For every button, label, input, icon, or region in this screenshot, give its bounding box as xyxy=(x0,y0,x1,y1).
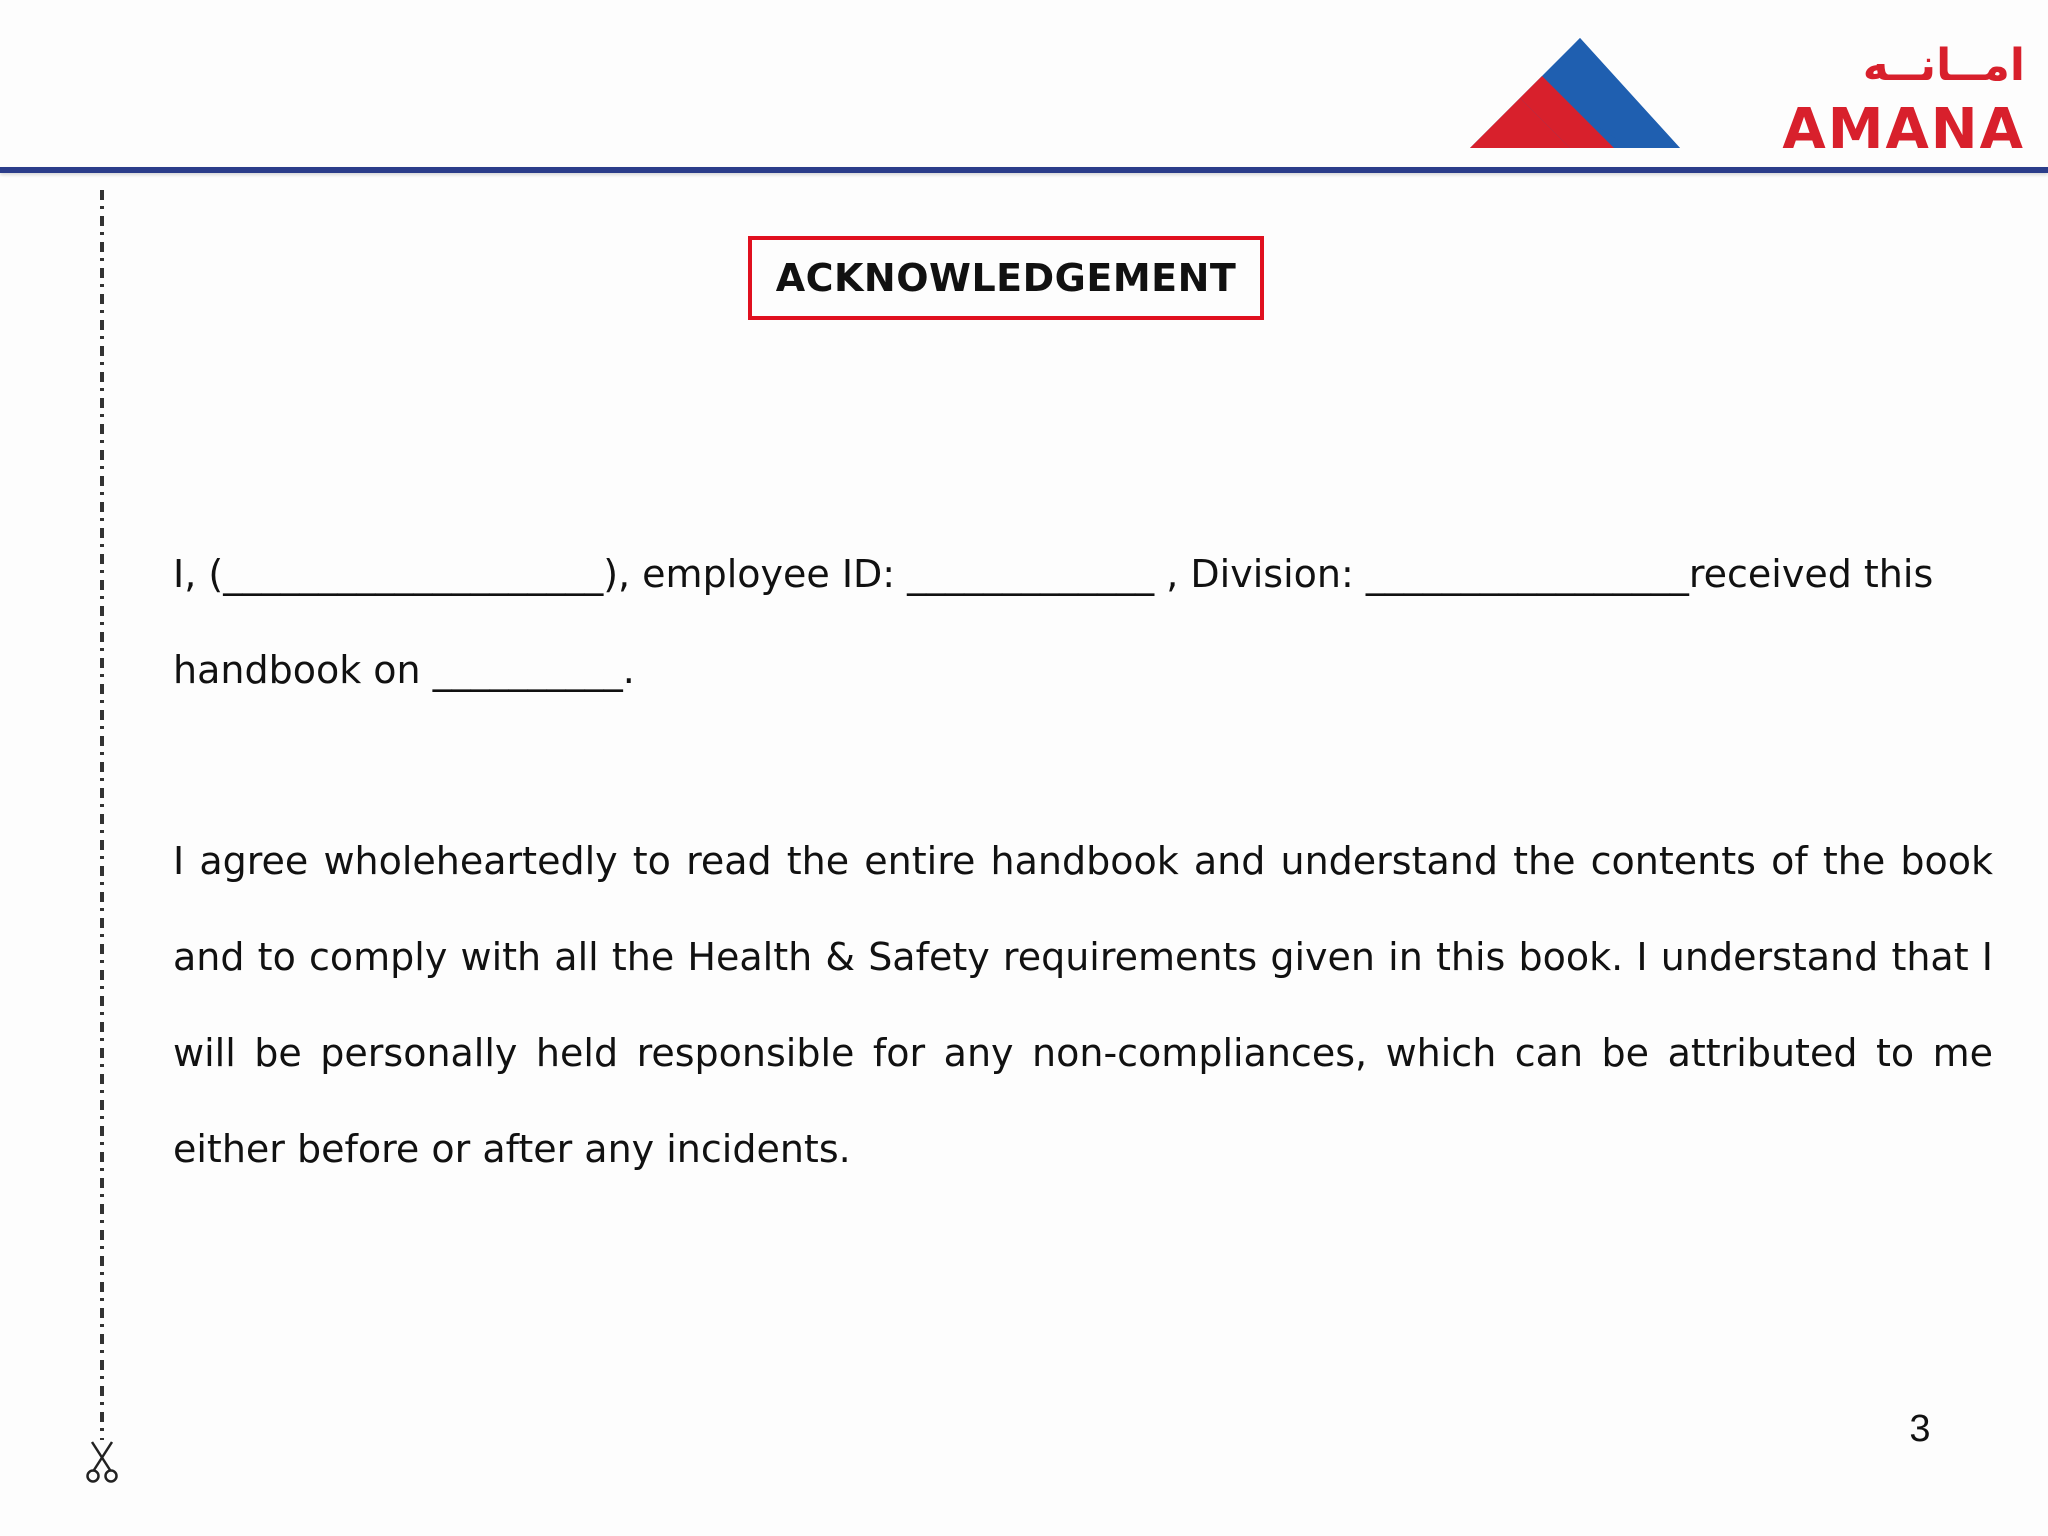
title-box xyxy=(748,236,1264,320)
form-line-date: handbook on __________. xyxy=(173,648,635,692)
form-line-name-id-division: I, (____________________), employee ID: _____________ , Division: _________________received this xyxy=(173,552,1934,596)
cut-line xyxy=(100,190,104,1440)
page-title: ACKNOWLEDGEMENT xyxy=(775,256,1237,300)
page-number: 3 xyxy=(1909,1408,1931,1450)
scissors-icon xyxy=(84,1440,120,1484)
logo-latin-text: AMANA xyxy=(1782,97,2025,160)
agreement-paragraph: I agree wholeheartedly to read the entire handbook and understand the contents of the book and to comply with all the Health & Safety requirements given in this book. I understand that I will be personally held responsible for any non-compliances, which can be attributed to me either before or after any incidents. xyxy=(173,839,1993,1171)
acknowledgement-form xyxy=(173,526,1993,718)
header-rule xyxy=(0,167,2048,173)
logo-arabic-text: امــانــه xyxy=(1862,40,2025,91)
amana-logo xyxy=(1460,30,2032,160)
